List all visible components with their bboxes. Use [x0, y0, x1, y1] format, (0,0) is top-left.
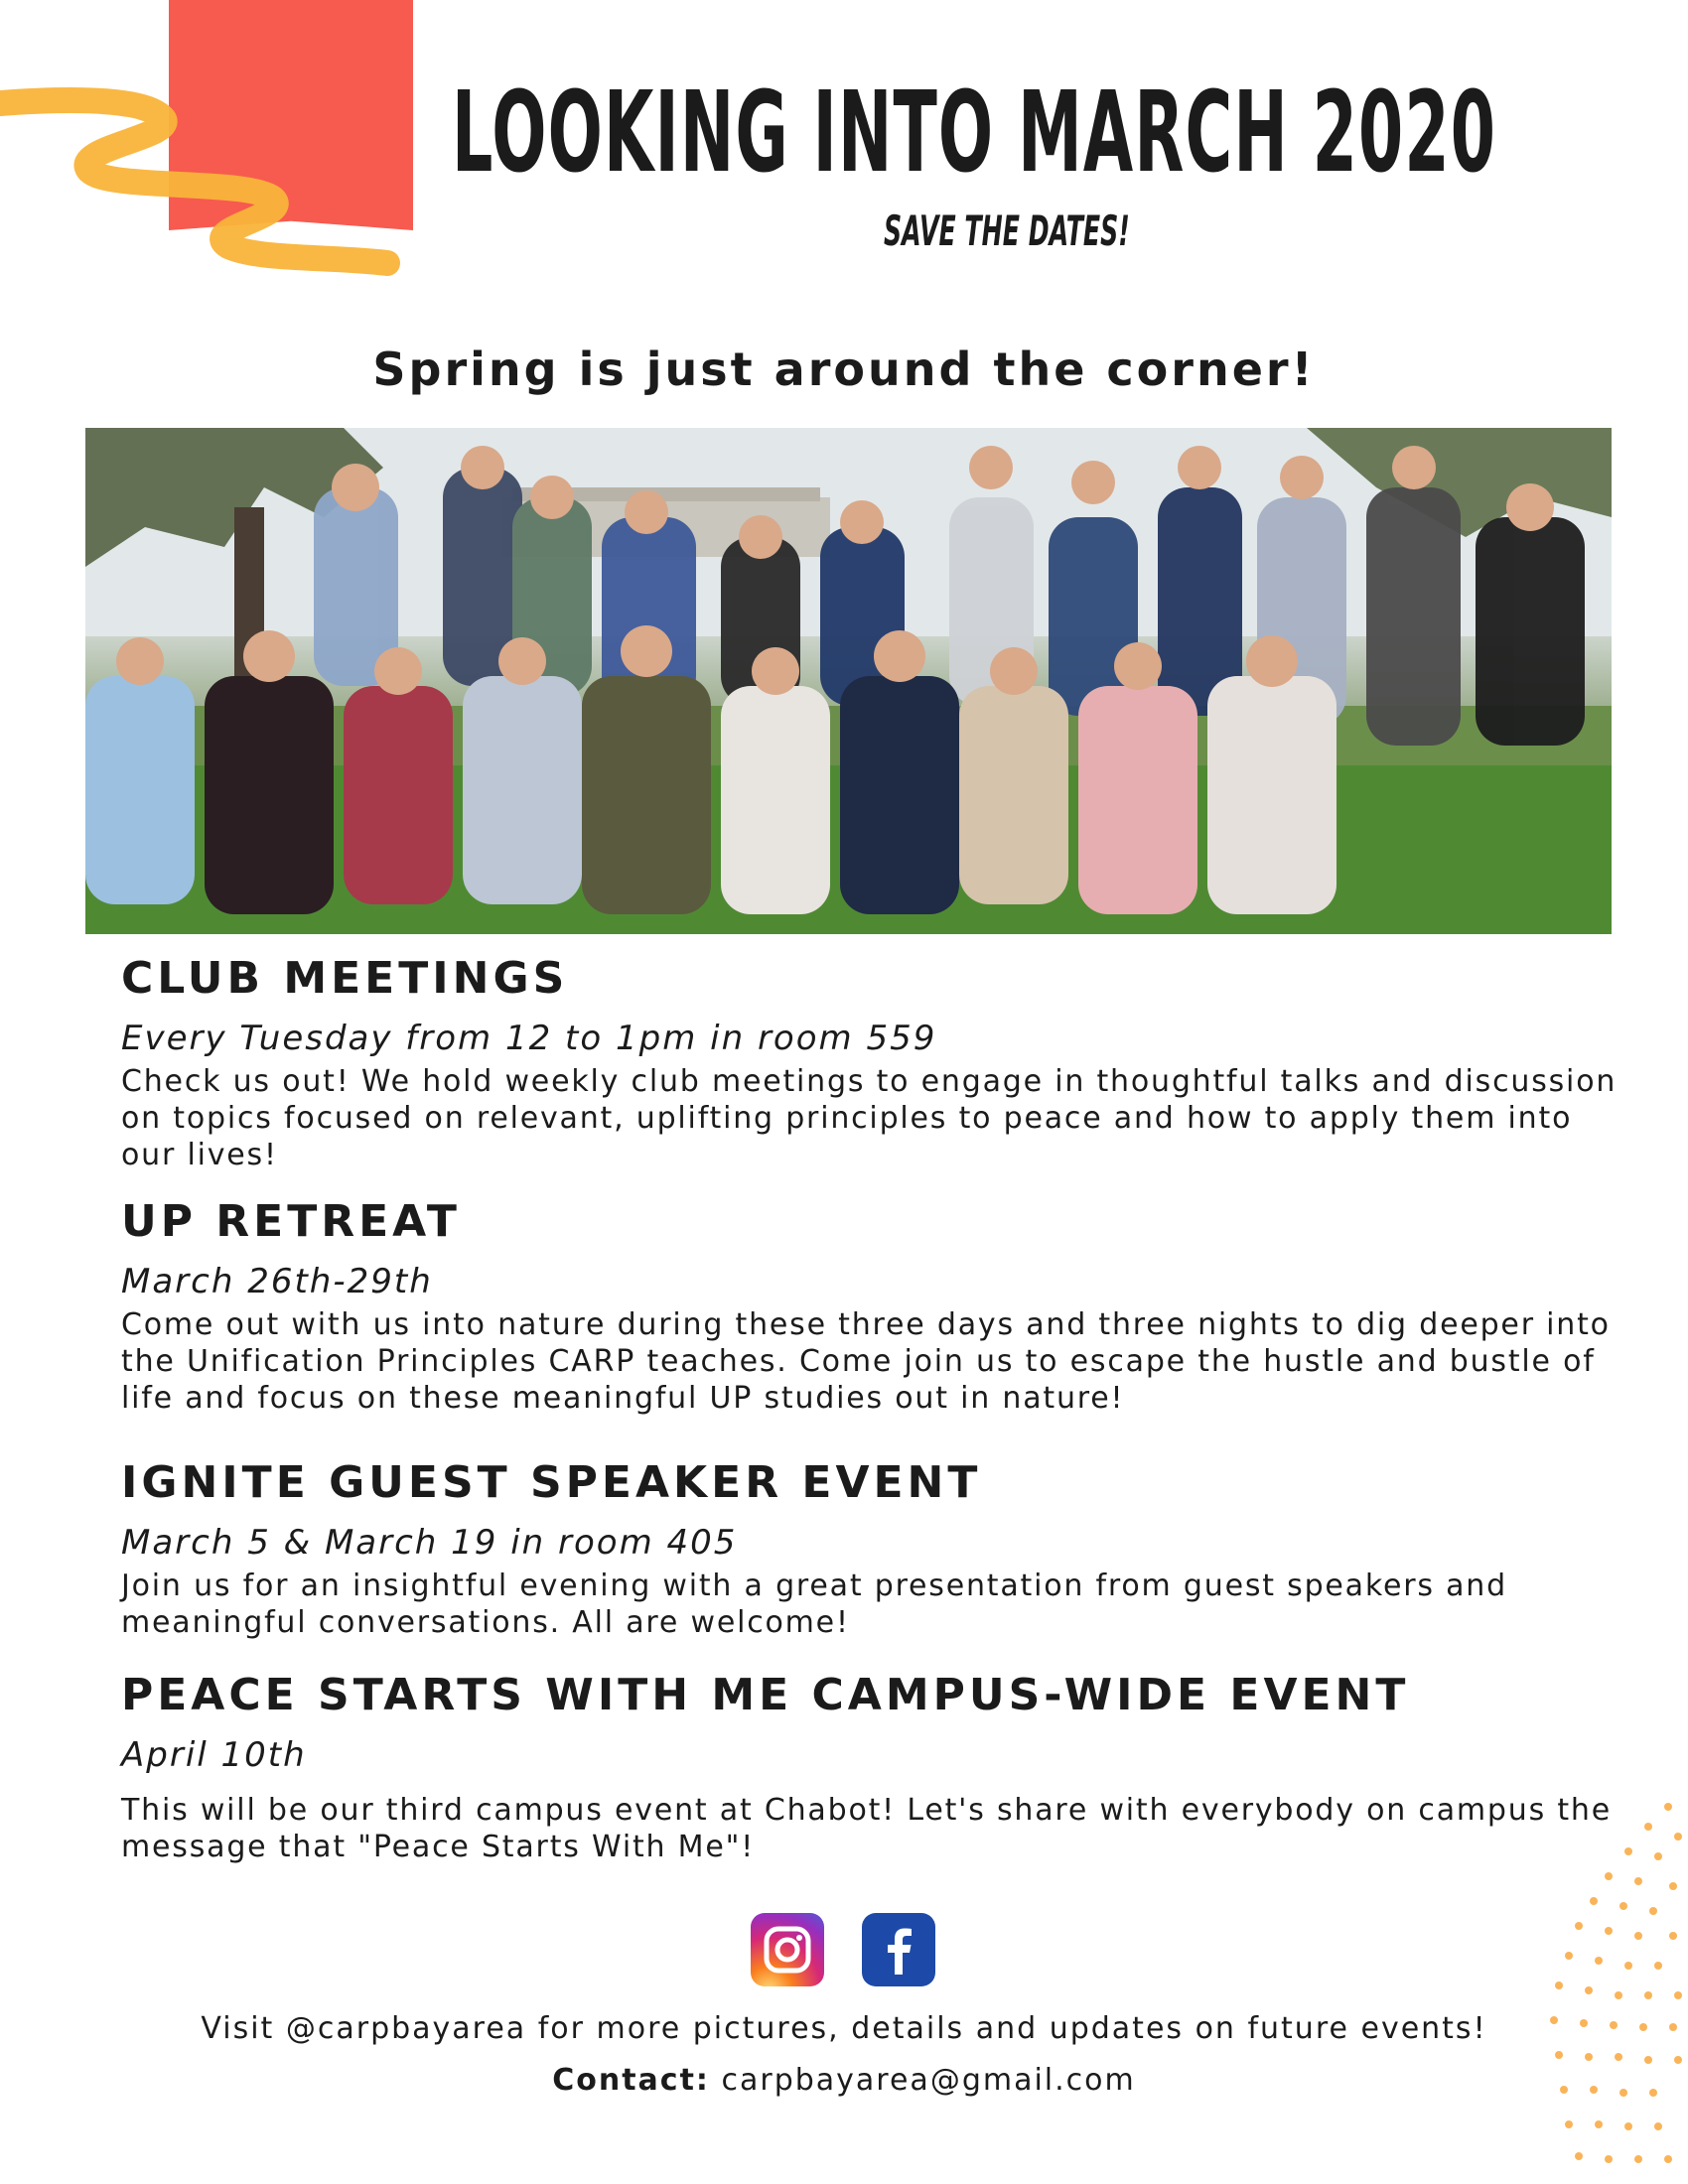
event-up-retreat [121, 1198, 1630, 1417]
event-heading: CLUB MEETINGS [121, 953, 569, 1004]
event-date: March 5 & March 19 in room 405 [121, 1523, 738, 1564]
event-ignite-guest-speaker [121, 1459, 1630, 1641]
contact-line [0, 2063, 1688, 2098]
facebook-icon[interactable] [862, 1913, 935, 1986]
yellow-brush-stroke-decoration [0, 79, 417, 278]
tagline: Spring is just around the corner! [372, 342, 1316, 396]
visit-text: Visit @carpbayarea for more pictures, details and updates on future events! [201, 2011, 1487, 2046]
event-heading: PEACE STARTS WITH ME CAMPUS-WIDE EVENT [121, 1670, 1410, 1720]
event-description: Come out with us into nature during these three days and three nights to dig deeper into the Unification Principles CARP teaches. Come join us to escape the hustle and bustle of life and focus on these meaningful UP studies out in nature! [121, 1306, 1611, 1416]
contact-email[interactable]: carpbayarea@gmail.com [721, 2063, 1136, 2098]
event-heading: IGNITE GUEST SPEAKER EVENT [121, 1457, 982, 1508]
group-photo-illustration [85, 428, 1612, 934]
event-description: Check us out! We hold weekly club meetings to engage in thoughtful talks and discussion on topics focused on relevant, uplifting principles to peace and how to apply them into our lives! [121, 1063, 1618, 1172]
event-peace-starts-with-me [121, 1672, 1630, 1865]
event-date: March 26th-29th [121, 1262, 433, 1302]
event-heading: UP RETREAT [121, 1196, 461, 1247]
social-icons [751, 1913, 939, 1988]
event-date: April 10th [121, 1735, 307, 1776]
page-title: LOOKING INTO MARCH 2020 [452, 68, 1497, 198]
instagram-icon[interactable] [751, 1913, 824, 1986]
contact-label: Contact: [552, 2063, 710, 2098]
group-photo [85, 428, 1612, 934]
page-subtitle: SAVE THE DATES! [884, 206, 1130, 255]
event-date: Every Tuesday from 12 to 1pm in room 559 [121, 1019, 937, 1059]
event-description: Join us for an insightful evening with a great presentation from guest speakers and meaningful conversations. All are welcome! [121, 1568, 1507, 1640]
event-description: This will be our third campus event at Chabot! Let's share with everybody on campus the message that "Peace Starts With Me"! [121, 1792, 1612, 1864]
dot-pattern-decoration [1539, 1797, 1688, 2184]
event-club-meetings [121, 955, 1630, 1173]
